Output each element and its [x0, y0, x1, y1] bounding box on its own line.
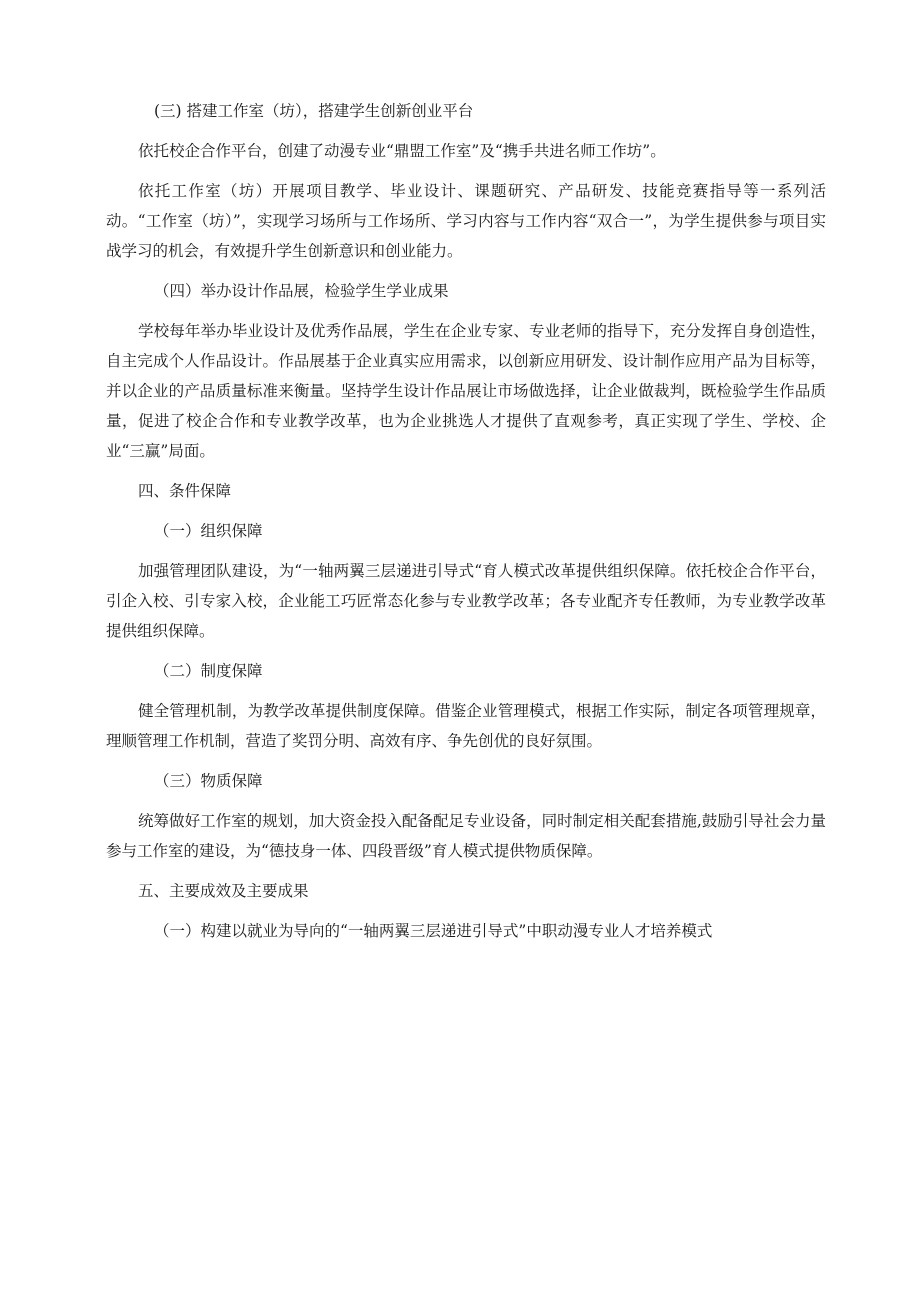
heading-system: （二）制度保障: [154, 662, 263, 680]
paragraph-studio-activities: 依托工作室（坊）开展项目教学、毕业设计、课题研究、产品研发、技能竞赛指导等一系列活动。“工作室（坊）”，实现学习场所与工作场所、学习内容与工作内容“双合一”，为学生提供参与项目实战学习的机会，有效提升学生创新意识和创业能力。: [106, 182, 826, 260]
heading-4-exhibition: （四）举办设计作品展，检验学生学业成果: [154, 282, 449, 300]
paragraph-system: 健全管理机制，为教学改革提供制度保障。借鉴企业管理模式，根据工作实际，制定各项管理规章，理顺管理工作机制，营造了奖罚分明、高效有序、争先创优的良好氛围。: [106, 702, 826, 750]
paragraph-material: 统筹做好工作室的规划，加大资金投入配备配足专业设备，同时制定相关配套措施,鼓励引导社会力量参与工作室的建设，为“德技身一体、四段晋级”育人模式提供物质保障。: [106, 812, 826, 860]
paragraph-studio-creation: 依托校企合作平台，创建了动漫专业“鼎盟工作室”及“携手共进名师工作坊”。: [138, 142, 666, 160]
document-body: [106, 96, 826, 956]
heading-3-studio: (三) 搭建工作室（坊），搭建学生创新创业平台: [154, 102, 474, 120]
heading-organization: （一）组织保障: [154, 522, 263, 540]
paragraph-organization: 加强管理团队建设，为“一轴两翼三层递进引导式“育人模式改革提供组织保障。依托校企合作平台，引企入校、引专家入校，企业能工巧匠常态化参与专业教学改革；各专业配齐专任教师，为专业教学改革提供组织保障。: [106, 562, 826, 640]
section-4-title: 四、条件保障: [138, 482, 232, 500]
paragraph-exhibition: 学校每年举办毕业设计及优秀作品展，学生在企业专家、专业老师的指导下，充分发挥自身创造性，自主完成个人作品设计。作品展基于企业真实应用需求，以创新应用研发、设计制作应用产品为目标等，并以企业的产品质量标准来衡量。坚持学生设计作品展让市场做选择，让企业做裁判，既检验学生作品质量，促进了校企合作和专业教学改革，也为企业挑选人才提供了直观参考，真正实现了学生、学校、企业“三赢”局面。: [106, 322, 826, 460]
section-5-title: 五、主要成效及主要成果: [138, 882, 309, 900]
heading-model: （一）构建以就业为导向的“一轴两翼三层递进引导式”中职动漫专业人才培养模式: [154, 922, 713, 940]
heading-material: （三）物质保障: [154, 772, 263, 790]
